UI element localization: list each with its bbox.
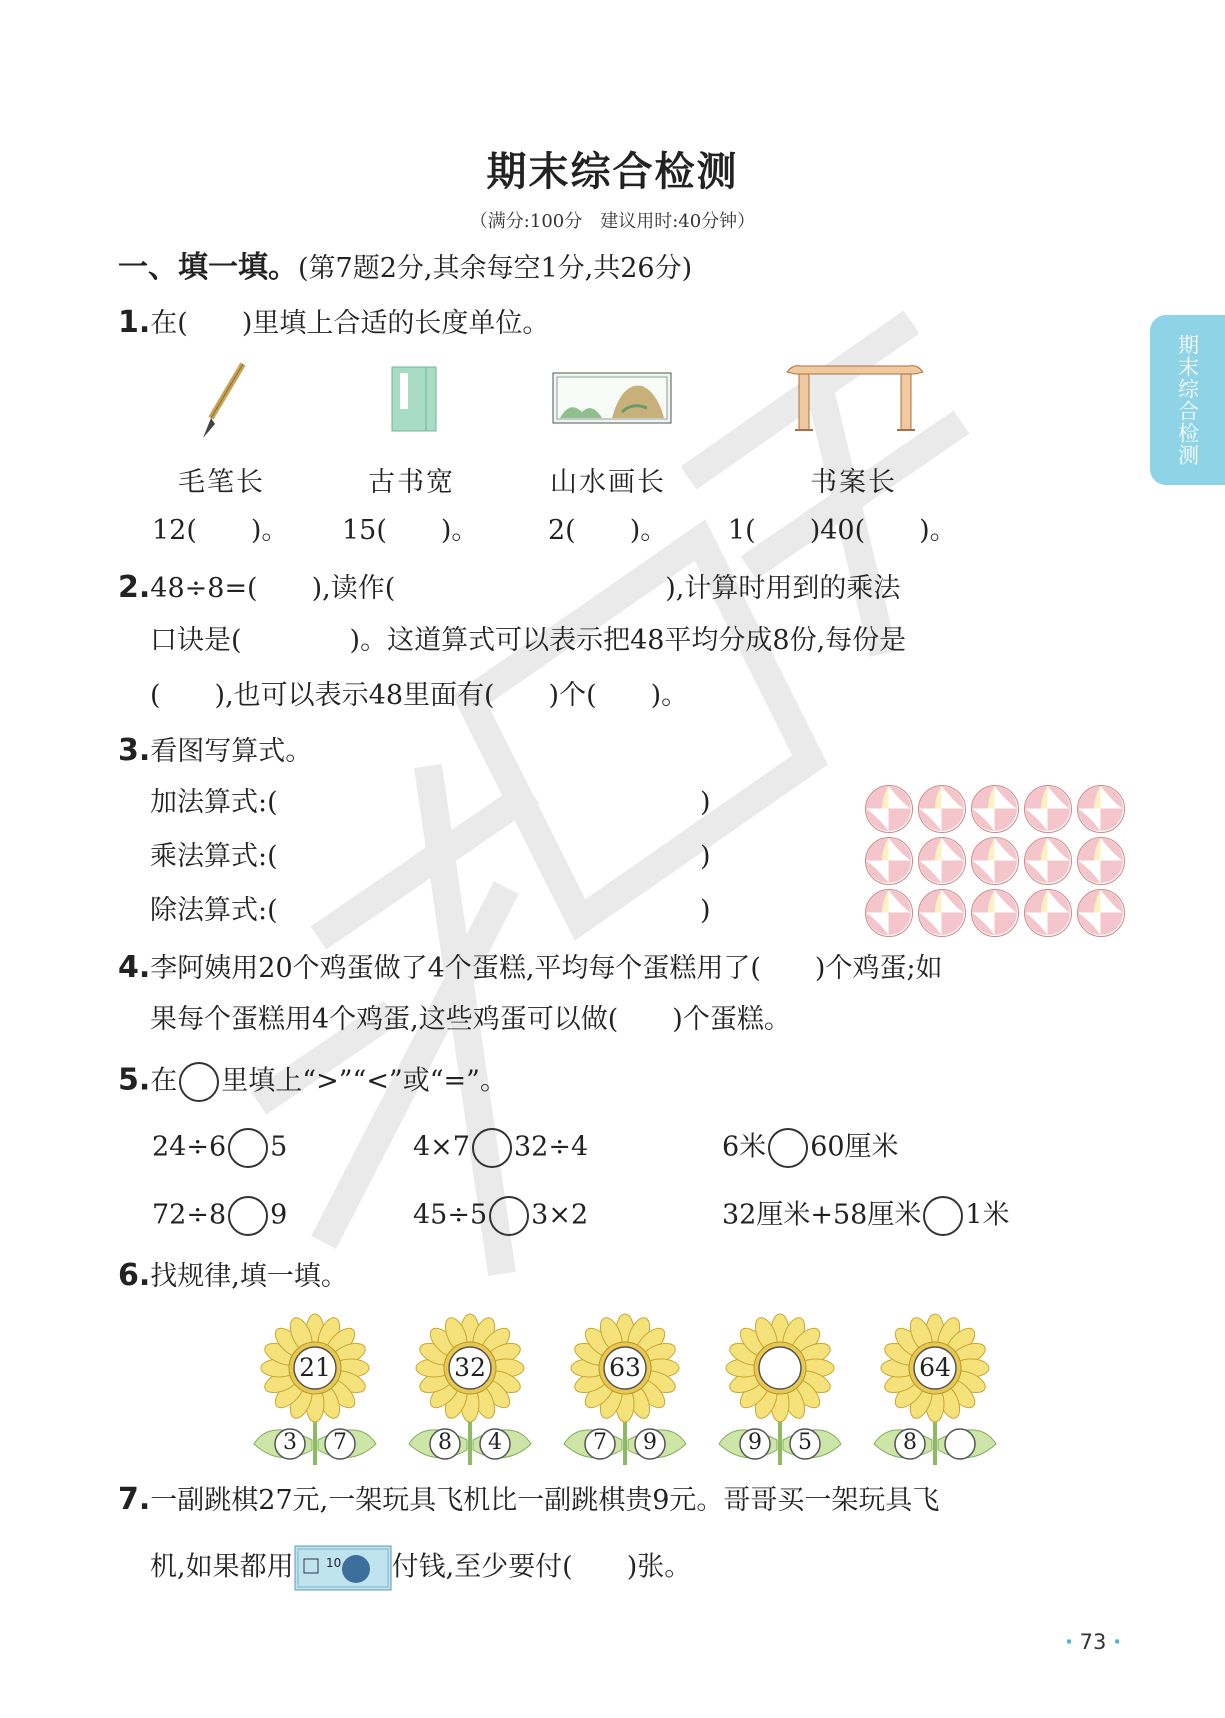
sunflower [560,1310,690,1470]
question-number: 6. [118,1258,151,1293]
question-text: 找规律,填一填。 [150,1261,348,1292]
side-tab[interactable]: 期末综合检测 [1150,315,1225,485]
question-line-post: 付钱,至少要付( )张。 [391,1551,692,1583]
beach-ball-icon [971,837,1019,885]
sunflower [870,1310,1000,1470]
question-number: 7. [118,1482,151,1517]
compare-circle[interactable] [768,1128,808,1168]
section-label: 一、填一填。 [118,250,298,285]
sunflower-left-number: 8 [903,1430,917,1455]
caption-desk: 书案长 [810,467,897,498]
left-expr: 45÷5 [413,1199,488,1231]
sunflower-center-number: 63 [609,1353,641,1382]
beach-ball-icon [1024,889,1072,937]
beach-ball-icon [865,889,913,937]
beach-ball-icon [1024,785,1072,833]
beach-ball-icon [1024,837,1072,885]
question-number: 5. [118,1062,151,1098]
question-7 [118,1482,939,1518]
section-note: (第7题2分,其余每空1分,共26分) [298,253,693,284]
question-text: 看图写算式。 [150,736,313,767]
sunflower-left-number: 9 [748,1430,762,1455]
left-expr: 4×7 [413,1131,470,1163]
page-subtitle: （满分:100分 建议用时:40分钟） [469,211,756,232]
sunflower-center-number: 64 [919,1353,951,1382]
sunflower-right-number: 4 [488,1430,502,1455]
section-heading [118,250,692,286]
right-expr: 9 [270,1199,288,1231]
banknote-value: 10 [325,1556,341,1570]
page-number [1065,1630,1121,1654]
beach-ball-icon [918,837,966,885]
question-pre: 在 [150,1065,178,1097]
question-2-line-2: 口诀是( )。这道算式可以表示把48平均分成8份,每份是 [150,625,907,656]
beach-ball-icon [865,837,913,885]
question-line: 一副跳棋27元,一架玩具飞机比一副跳棋贵9元。哥哥买一架玩具飞 [150,1485,940,1516]
landscape-painting-icon [552,372,672,424]
sunflower-right-number: 9 [643,1430,657,1455]
sunflower [250,1310,380,1470]
dot-icon: · [1113,1630,1122,1654]
close-paren: ) [700,895,711,926]
question-2 [118,570,900,606]
banknote-icon [294,1545,392,1591]
sunflower-right-number: 7 [333,1430,347,1455]
answer-desk: 1( )40( )。 [728,515,957,546]
sunflower-right-number: 5 [798,1430,812,1455]
compare-circle-example [179,1062,219,1102]
caption-book: 古书宽 [368,467,455,498]
left-expr: 24÷6 [152,1131,227,1163]
compare-item [722,1196,1010,1236]
sunflower-center-number: 21 [299,1353,331,1382]
close-paren: ) [700,787,711,818]
page-number-value: 73 [1079,1630,1107,1654]
book-icon [390,365,440,435]
compare-circle[interactable] [228,1196,268,1236]
beach-ball-icon [1077,889,1125,937]
compare-item [413,1128,588,1168]
right-expr: 60厘米 [810,1131,899,1163]
compare-circle[interactable] [472,1128,512,1168]
question-number: 3. [118,733,151,768]
dot-icon: · [1065,1630,1073,1654]
question-number: 2. [118,570,151,605]
question-text: 在( )里填上合适的长度单位。 [150,308,550,339]
sunflower-center-number: 32 [454,1353,486,1382]
right-expr: 5 [270,1131,288,1163]
answer-brush: 12( )。 [152,515,289,546]
compare-circle[interactable] [923,1196,963,1236]
question-2-line-3: ( ),也可以表示48里面有( )个( )。 [150,680,689,711]
addition-line: 加法算式:( [150,787,278,818]
sunflower [405,1310,535,1470]
right-expr: 1米 [965,1199,1010,1231]
caption-brush: 毛笔长 [178,467,265,498]
division-line: 除法算式:( [150,895,278,926]
close-paren: ) [700,841,711,872]
left-expr: 6米 [722,1131,767,1163]
sunflower-left-number: 7 [593,1430,607,1455]
multiplication-line: 乘法算式:( [150,841,278,872]
answer-book: 15( )。 [342,515,479,546]
question-number: 4. [118,950,151,985]
compare-item [413,1196,588,1236]
question-line: 李阿姨用20个鸡蛋做了4个蛋糕,平均每个蛋糕用了( )个鸡蛋;如 [150,953,943,984]
question-5 [118,1062,507,1102]
beach-ball-icon [971,889,1019,937]
sunflower-left-number: 3 [283,1430,297,1455]
left-expr: 32厘米+58厘米 [722,1199,922,1231]
right-expr: 32÷4 [513,1131,589,1163]
question-line: 48÷8=( ),读作( ),计算时用到的乘法 [150,573,901,604]
sunflower [715,1310,845,1470]
beach-ball-grid [865,785,1130,937]
sunflower-left-number: 8 [438,1430,452,1455]
question-1 [118,305,549,341]
compare-circle[interactable] [489,1196,529,1236]
answer-painting: 2( )。 [548,515,668,546]
question-post: 里填上“>”“<”或“=”。 [221,1065,507,1097]
caption-painting: 山水画长 [550,467,666,498]
beach-ball-icon [1077,837,1125,885]
beach-ball-icon [1077,785,1125,833]
question-line-pre: 机,如果都用 [150,1551,294,1583]
question-7-line-2 [150,1545,691,1591]
right-expr: 3×2 [531,1199,589,1231]
question-4 [118,950,943,986]
desk-icon [785,362,925,434]
question-3 [118,733,312,769]
question-4-line-2: 果每个蛋糕用4个鸡蛋,这些鸡蛋可以做( )个蛋糕。 [150,1004,791,1035]
question-6 [118,1258,348,1294]
beach-ball-icon [918,889,966,937]
page-title: 期末综合检测 [486,149,739,195]
compare-item [152,1196,287,1236]
question-number: 1. [118,305,151,340]
beach-ball-icon [971,785,1019,833]
compare-item [722,1128,899,1168]
beach-ball-icon [865,785,913,833]
beach-ball-icon [918,785,966,833]
brush-icon [195,360,255,442]
left-expr: 72÷8 [152,1199,227,1231]
compare-item [152,1128,287,1168]
compare-circle[interactable] [228,1128,268,1168]
